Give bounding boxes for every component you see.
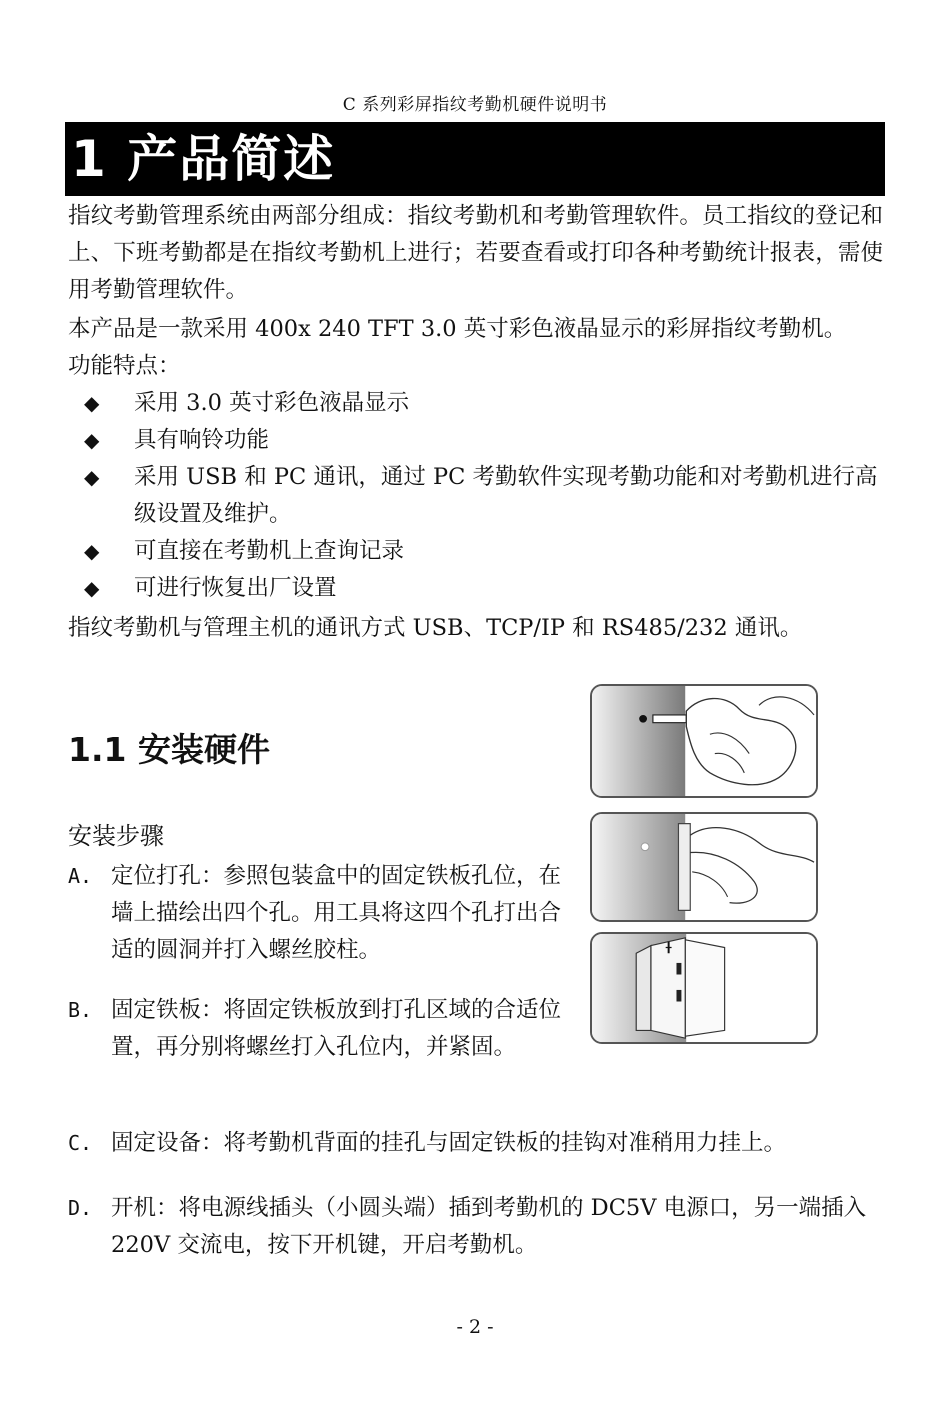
install-step bbox=[68, 992, 566, 1066]
step-text: 开机：将电源线插头（小圆头端）插到考勤机的 DC5V 电源口，另一端插入 220V 交流电，按下开机键，开启考勤机。 bbox=[111, 1195, 867, 1258]
feature-item bbox=[68, 533, 883, 570]
diamond-bullet-icon: ◆ bbox=[84, 576, 100, 600]
install-figure-drill bbox=[590, 684, 818, 798]
feature-text: 采用 3.0 英寸彩色液晶显示 bbox=[134, 390, 410, 416]
feature-item bbox=[68, 422, 883, 459]
diamond-bullet-icon: ◆ bbox=[84, 465, 100, 489]
feature-item bbox=[68, 459, 883, 533]
step-text: 固定铁板：将固定铁板放到打孔区域的合适位置，再分别将螺丝打入孔位内，并紧固。 bbox=[111, 997, 562, 1060]
feature-list bbox=[68, 385, 883, 607]
intro-paragraph: 指纹考勤管理系统由两部分组成：指纹考勤机和考勤管理软件。员工指纹的登记和上、下班考勤都是在指纹考勤机上进行；若要查看或打印各种考勤统计报表，需使用考勤管理软件。 bbox=[68, 203, 883, 303]
step-letter: D. bbox=[68, 1196, 93, 1220]
diamond-bullet-icon: ◆ bbox=[84, 391, 100, 415]
page-number: - 2 - bbox=[456, 1316, 494, 1338]
section-subtitle: 安装步骤 bbox=[68, 822, 164, 850]
section-title: 1.1 安装硬件 bbox=[68, 730, 270, 769]
running-header: C 系列彩屏指纹考勤机硬件说明书 bbox=[342, 95, 608, 115]
step-text: 定位打孔：参照包装盒中的固定铁板孔位，在墙上描绘出四个孔。用工具将这四个孔打出合适的圆洞并打入螺丝胶柱。 bbox=[111, 863, 562, 963]
diamond-bullet-icon: ◆ bbox=[84, 539, 100, 563]
communication-text: 指纹考勤机与管理主机的通讯方式 USB、TCP/IP 和 RS485/232 通讯。 bbox=[68, 615, 803, 641]
features-label: 功能特点： bbox=[68, 353, 181, 379]
product-description: 本产品是一款采用 400x 240 TFT 3.0 英寸彩色液晶显示的彩屏指纹考勤机。 bbox=[68, 316, 847, 342]
install-step bbox=[68, 1125, 883, 1162]
feature-text: 采用 USB 和 PC 通讯，通过 PC 考勤软件实现考勤功能和对考勤机进行高级设置及维护。 bbox=[134, 464, 878, 527]
step-text: 固定设备：将考勤机背面的挂孔与固定铁板的挂钩对准稍用力挂上。 bbox=[111, 1130, 787, 1156]
install-figure-plate bbox=[590, 812, 818, 922]
step-letter: C. bbox=[68, 1131, 93, 1155]
step-letter: A. bbox=[68, 864, 93, 888]
chapter-title: 1 产品简述 bbox=[65, 122, 885, 196]
step-letter: B. bbox=[68, 998, 93, 1022]
feature-text: 可直接在考勤机上查询记录 bbox=[134, 538, 405, 564]
feature-text: 具有响铃功能 bbox=[134, 427, 270, 453]
install-step bbox=[68, 858, 566, 969]
install-figure-hang bbox=[590, 932, 818, 1044]
feature-text: 可进行恢复出厂设置 bbox=[134, 575, 337, 601]
diamond-bullet-icon: ◆ bbox=[84, 428, 100, 452]
feature-item bbox=[68, 385, 883, 422]
install-step bbox=[68, 1190, 883, 1264]
feature-item bbox=[68, 570, 883, 607]
